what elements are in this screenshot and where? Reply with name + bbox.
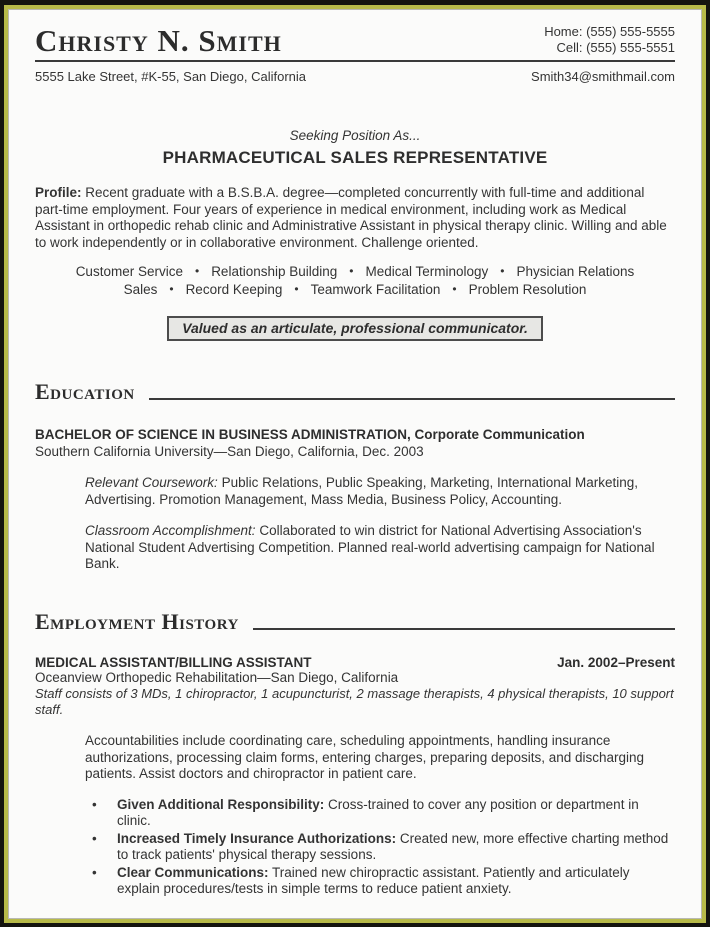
home-phone: Home: (555) 555-5555 bbox=[544, 24, 675, 39]
skills-block bbox=[35, 263, 675, 299]
coursework-text: Public Relations, Public Speaking, Marketing, International Marketing, Advertising. Promotion Management, Mass Media, Business Policy, Accounting. bbox=[85, 475, 639, 507]
staff-note: Staff consists of 3 MDs, 1 chiropractor, 1 acupuncturist, 2 massage therapists, 4 physical therapists, 10 support staff. bbox=[35, 686, 674, 717]
coursework-paragraph bbox=[85, 475, 675, 508]
resume-header bbox=[35, 24, 675, 58]
callout-wrapper bbox=[35, 316, 675, 341]
achievement-item bbox=[90, 831, 675, 864]
callout-box: Valued as an articulate, professional communicator. bbox=[167, 316, 543, 341]
skills-row-1 bbox=[35, 263, 675, 281]
achievement-item bbox=[90, 865, 675, 898]
skill-item: Teamwork Facilitation bbox=[310, 282, 441, 297]
achievement-text: Trained new chiropractic assistant. Patiently and articulately explain procedures/tests in simple terms to reduce patient anxiety. bbox=[117, 864, 630, 896]
cell-phone: Cell: (555) 555-5551 bbox=[556, 40, 675, 55]
job-title: MEDICAL ASSISTANT/BILLING ASSISTANT bbox=[35, 654, 312, 670]
seeking-line: Seeking Position As... bbox=[289, 128, 421, 143]
degree-line: BACHELOR OF SCIENCE IN BUSINESS ADMINISTRATION, Corporate Communication bbox=[35, 427, 585, 442]
job-title-row bbox=[35, 655, 675, 670]
education-heading-label: Education bbox=[35, 379, 135, 404]
skills-row-2 bbox=[35, 281, 675, 299]
skill-item: Problem Resolution bbox=[468, 282, 587, 297]
street-address: 5555 Lake Street, #K-55, San Diego, California bbox=[35, 69, 307, 84]
achievement-list bbox=[90, 797, 675, 898]
profile-label: Profile: bbox=[35, 185, 82, 200]
objective-title: PHARMACEUTICAL SALES REPRESENTATIVE bbox=[162, 148, 548, 167]
bullet-separator: • bbox=[294, 282, 299, 296]
accomplishment-paragraph bbox=[85, 523, 675, 573]
employment-heading-rule bbox=[253, 628, 675, 630]
job-dates: Jan. 2002–Present bbox=[557, 654, 675, 670]
bullet-separator: • bbox=[349, 264, 354, 278]
skill-item: Physician Relations bbox=[516, 264, 635, 279]
header-divider bbox=[35, 60, 675, 62]
job-summary: Accountabilities include coordinating care, scheduling appointments, handling insurance authorizations, processing claim forms, entering charges, preparing deposits, and discharging patients. Assist doctors and chiropractor in patient care. bbox=[85, 733, 645, 781]
bullet-separator: • bbox=[169, 282, 174, 296]
contact-phones bbox=[544, 24, 675, 58]
profile-text: Recent graduate with a B.S.B.A. degree—completed concurrently with full-time and additional part-time employment. Four years of experience in medical environment, including work as Medical Assistant in orthopedic rehab clinic and Administrative Assistant in physical therapy clinic. Willing and able to work independently or in collaborative environment. Challenge oriented. bbox=[35, 185, 667, 250]
person-name: Christy N. Smith bbox=[35, 23, 282, 58]
bullet-separator: • bbox=[452, 282, 457, 296]
profile-paragraph bbox=[35, 185, 675, 251]
school-line: Southern California University—San Diego, California, Dec. 2003 bbox=[35, 443, 424, 459]
skill-item: Record Keeping bbox=[185, 282, 283, 297]
education-section-heading bbox=[35, 381, 675, 403]
skill-item: Medical Terminology bbox=[365, 264, 489, 279]
bullet-separator: • bbox=[194, 264, 200, 278]
achievement-label: Increased Timely Insurance Authorizations: bbox=[117, 830, 397, 846]
coursework-label: Relevant Coursework: bbox=[85, 475, 218, 490]
skill-item: Relationship Building bbox=[211, 264, 338, 279]
achievement-label: Clear Communications: bbox=[117, 864, 269, 880]
accomplishment-text: Collaborated to win district for National Advertising Association's National Student Advertising Competition. Planned real-world advertising campaign for National Bank. bbox=[85, 523, 655, 571]
employment-heading-label: Employment History bbox=[35, 608, 239, 634]
accomplishment-label: Classroom Accomplishment: bbox=[85, 523, 256, 538]
achievement-item bbox=[90, 797, 675, 830]
employment-section-heading bbox=[35, 608, 675, 634]
email-address: Smith34@smithmail.com bbox=[531, 69, 675, 84]
achievement-text: Created new, more effective charting method to track patients' physical therapy sessions. bbox=[117, 830, 669, 862]
achievement-text: Cross-trained to cover any position or department in clinic. bbox=[117, 796, 639, 828]
header-contact-row bbox=[35, 69, 675, 84]
achievement-label: Given Additional Responsibility: bbox=[117, 796, 325, 812]
scan-frame-border bbox=[4, 5, 706, 923]
skill-item: Sales bbox=[123, 282, 158, 297]
company-line: Oceanview Orthopedic Rehabilitation—San Diego, California bbox=[35, 669, 399, 685]
skill-item: Customer Service bbox=[75, 264, 183, 279]
resume-page bbox=[8, 9, 702, 919]
bullet-separator: • bbox=[500, 264, 505, 278]
education-heading-rule bbox=[149, 398, 675, 400]
